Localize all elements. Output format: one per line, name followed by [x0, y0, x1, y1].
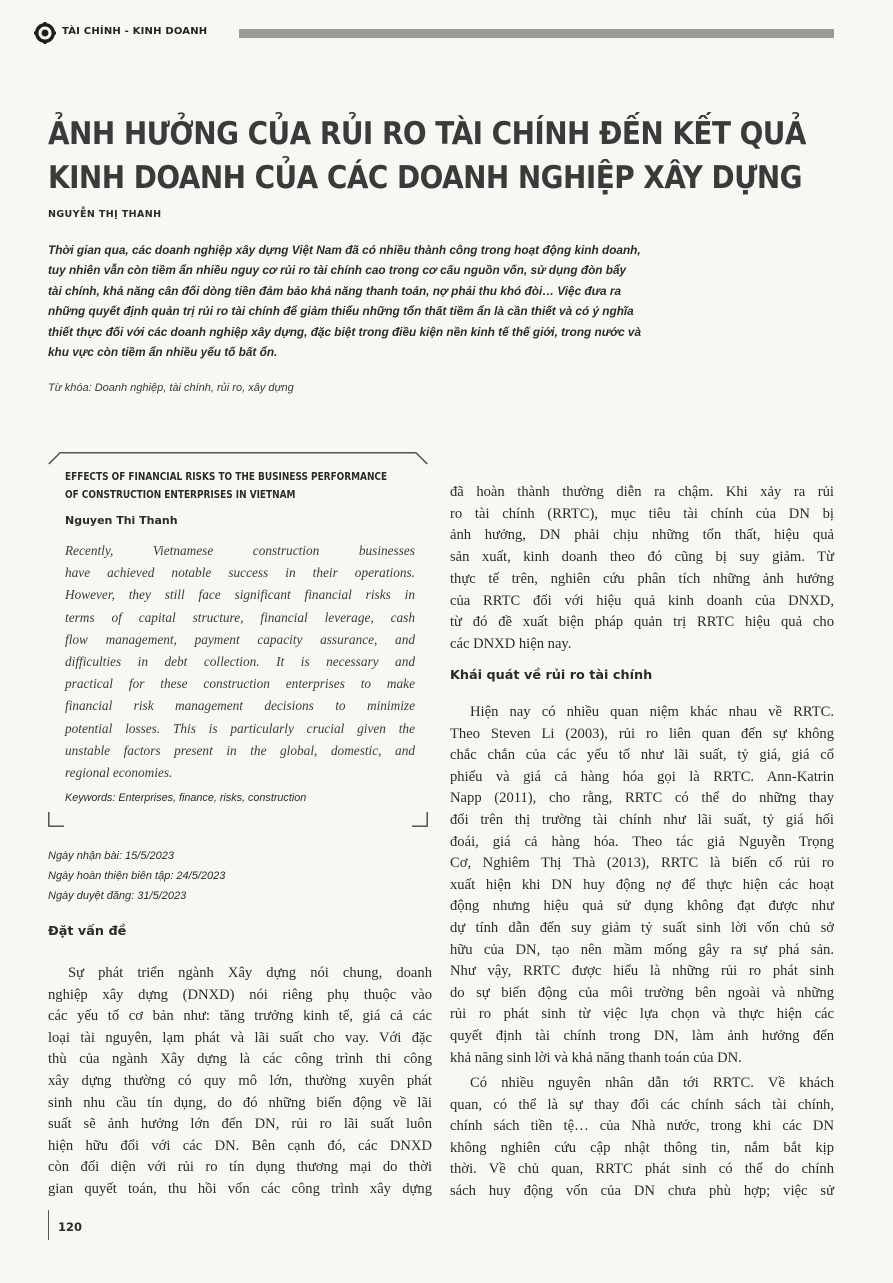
- abstract-vietnamese: [48, 240, 838, 362]
- body-line: Có nhiều nguyên nhân dẫn tới RRTC. Về khách: [470, 1075, 834, 1091]
- body-line: ảnh hưởng, DN phải chịu những tổn thất, hiệu quả: [450, 527, 834, 544]
- date-received: Ngày nhận bài: 15/5/2023: [48, 850, 174, 862]
- body-line: động nhưng hiệu quả sử dụng không đạt được như: [450, 898, 834, 915]
- english-title-line: EFFECTS OF FINANCIAL RISKS TO THE BUSINESS PERFORMANCE: [65, 471, 388, 483]
- keywords-vietnamese: Từ khóa: Doanh nghiệp, tài chính, rủi ro, xây dựng: [48, 382, 294, 394]
- submission-dates: [48, 846, 225, 906]
- english-abstract: [65, 540, 415, 784]
- body-line: hiện hữu đối với các DN. Bên cạnh đó, các DNXD: [48, 1137, 432, 1154]
- body-line: đoái, giá cả hàng hóa. Theo tác giả Nguyễn Trọng: [450, 833, 834, 850]
- section-heading-overview: Khái quát về rủi ro tài chính: [450, 668, 653, 683]
- body-line: Napp (2011), cho rằng, RRTC có thể do những thay: [450, 790, 834, 807]
- english-abstract-line: potential losses. This is particularly crucial given the: [65, 720, 415, 736]
- right-column-paragraph-1: [450, 702, 834, 1069]
- article-author: NGUYỄN THỊ THANH: [48, 209, 162, 220]
- section-label: TÀI CHÍNH - KINH DOANH: [62, 26, 208, 37]
- section-heading-intro: Đặt vấn đề: [48, 924, 127, 939]
- section-header-bar: [34, 22, 834, 44]
- body-line: quyết định tài chính trong DN, làm ảnh hưởng đến: [450, 1027, 834, 1044]
- body-line: các DNXD hiện nay.: [450, 635, 572, 652]
- abstract-line: thiết thực đối với các doanh nghiệp xây dựng, đặc biệt trong điều kiện nền kinh tế thế giới, trong nước và: [48, 324, 642, 339]
- body-line: Hiện nay có nhiều quan niệm khác nhau về RRTC.: [470, 704, 834, 720]
- body-line: xây dựng thường có quy mô lớn, thường xuyên phát: [48, 1072, 432, 1089]
- right-column-intro: [450, 482, 834, 656]
- english-author: Nguyen Thi Thanh: [65, 514, 178, 527]
- body-line: phiếu và giá cả hàng hóa gọi là RRTC. Ann-Katrin: [450, 768, 834, 785]
- body-line: thực tế trên, nghiên cứu phân tích những ảnh hưởng: [450, 570, 834, 587]
- english-title-line: OF CONSTRUCTION ENTERPRISES IN VIETNAM: [65, 489, 296, 501]
- gear-emblem-icon: [34, 22, 56, 44]
- english-abstract-box: [48, 452, 428, 827]
- body-line: của RRTC đối với hiệu quả kinh doanh của DNXD,: [450, 592, 834, 609]
- body-line: chắc chắn của các yếu tố như lãi suất, tỷ giá, giá cổ: [450, 747, 834, 764]
- body-line: Cơ, Nghiêm Thị Thà (2013), RRTC là biến cố rủi ro: [450, 855, 834, 872]
- body-line: sinh nhu cầu tín dụng, do đó những biến động về lãi: [48, 1094, 432, 1111]
- body-line: đã hoàn thành thường diễn ra chậm. Khi xảy ra rủi: [450, 484, 834, 500]
- body-line: ro tài chính (RRTC), mục tiêu tài chính của DN bị: [450, 505, 834, 522]
- article-title: [48, 112, 828, 200]
- body-line: Sự phát triển ngành Xây dựng nói chung, doanh: [68, 965, 432, 981]
- body-line: do sự biến động của môi trường bên ngoài và những: [450, 984, 834, 1001]
- title-line: KINH DOANH CỦA CÁC DOANH NGHIỆP XÂY DỰNG: [48, 160, 803, 196]
- body-line: hữu của DN, tạo nên mầm mống gây ra sự phá sản.: [450, 941, 834, 958]
- english-abstract-line: financial risk management decisions to minimize: [65, 698, 415, 714]
- body-line: đổi trên thị trường tài chính như lãi suất, tỷ giá hối: [450, 811, 834, 828]
- date-accepted: Ngày duyệt đăng: 31/5/2023: [48, 890, 187, 902]
- body-line: Theo Steven Li (2003), rủi ro liên quan đến sự không: [450, 725, 834, 742]
- body-line: các yếu tố cơ bản như: tăng trưởng kinh tế, giá cả các: [48, 1008, 432, 1025]
- body-line: nghiệp xây dựng (DNXD) nói riêng phụ thuộc vào: [48, 986, 432, 1003]
- body-line: không nghiên cứu cập nhật thông tin, nắm bắt kịp: [450, 1139, 834, 1156]
- page-number-rule: [48, 1210, 49, 1240]
- english-keywords: Keywords: Enterprises, finance, risks, construction: [65, 792, 307, 804]
- abstract-line: Thời gian qua, các doanh nghiệp xây dựng Việt Nam đã có nhiều thành công trong hoạt động kinh doanh,: [48, 243, 641, 257]
- english-abstract-line: regional economies.: [65, 765, 173, 781]
- english-abstract-line: Recently, Vietnamese construction businesses: [65, 543, 415, 558]
- body-line: còn đối diện với rủi ro tín dụng thương mại do thời: [48, 1159, 432, 1176]
- english-abstract-line: flow management, payment capacity assurance, and: [65, 631, 415, 647]
- body-line: từ đó đề xuất biện pháp quản trị RRTC hiệu quả cho: [450, 614, 834, 631]
- left-column-body: [48, 963, 432, 1201]
- header-rule: [239, 29, 834, 38]
- body-line: loại tài nguyên, lạm phát và lãi suất cho vay. Với đặc: [48, 1029, 432, 1046]
- abstract-line: tuy nhiên vẫn còn tiềm ẩn nhiều nguy cơ rủi ro tài chính cao trong cơ cấu nguồn vốn, sử dụng đòn bẩy: [48, 263, 627, 278]
- english-abstract-line: unstable factors present in the global, domestic, and: [65, 742, 415, 758]
- abstract-line: tài chính, khả năng cân đối dòng tiền đảm bảo khả năng thanh toán, nợ phải thu khó đòi… Việc đưa ra: [48, 283, 622, 298]
- body-line: sản xuất, kinh doanh theo đó cũng bị suy giảm. Từ: [450, 549, 834, 566]
- body-line: thời. Về chủ quan, RRTC phát sinh có thể do chính: [450, 1161, 834, 1178]
- body-line: thù của ngành Xây dựng là các công trình thi công: [48, 1051, 432, 1068]
- body-line: Như vậy, RRTC được hiểu là những rủi ro phát sinh: [450, 963, 834, 980]
- date-edited: Ngày hoàn thiện biên tập: 24/5/2023: [48, 870, 226, 882]
- english-abstract-line: difficulties in debt collection. It is necessary and: [65, 654, 415, 670]
- english-abstract-line: have achieved notable success in their operations.: [65, 565, 415, 581]
- abstract-line: khu vực còn tiềm ẩn nhiều yếu tố bất ổn.: [48, 345, 278, 360]
- body-line: khả năng sinh lời và khả năng thanh toán của DN.: [450, 1049, 742, 1066]
- body-line: xuất hiện khi DN huy động nợ để thực hiện các hoạt: [450, 876, 834, 893]
- body-line: sách huy động vốn của DN chưa phù hợp; việc sử: [450, 1182, 834, 1199]
- body-line: gian quyết toán, thu hồi vốn các công trình xây dựng: [48, 1180, 432, 1197]
- body-line: chính sách tiền tệ… của Nhà nước, trong khi các DN: [450, 1118, 834, 1135]
- page-number: 120: [58, 1220, 83, 1234]
- body-line: rủi ro phát sinh từ việc lựa chọn và thực hiện các: [450, 1006, 834, 1023]
- english-abstract-line: practical for these construction enterprises to make: [65, 676, 415, 692]
- abstract-line: những quyết định quản trị rủi ro tài chính để giảm thiểu những tổn thất tiềm ẩn là cần thiết và có ý nghĩa: [48, 304, 634, 319]
- english-title: [65, 468, 420, 504]
- body-line: quan, có thể là sự thay đổi các chính sách tài chính,: [450, 1096, 834, 1113]
- body-line: suất sẽ ảnh hưởng lớn đến DN, rủi ro lãi suất luôn: [48, 1116, 432, 1133]
- english-abstract-line: However, they still face significant financial risks in: [65, 587, 415, 603]
- english-abstract-line: terms of capital structure, financial leverage, cash: [65, 609, 415, 625]
- body-line: dự tính dẫn đến suy giảm tỷ suất sinh lời vốn chủ sở: [450, 919, 834, 936]
- title-line: ẢNH HƯỞNG CỦA RỦI RO TÀI CHÍNH ĐẾN KẾT QUẢ: [48, 116, 806, 152]
- right-column-paragraph-2: [450, 1073, 834, 1203]
